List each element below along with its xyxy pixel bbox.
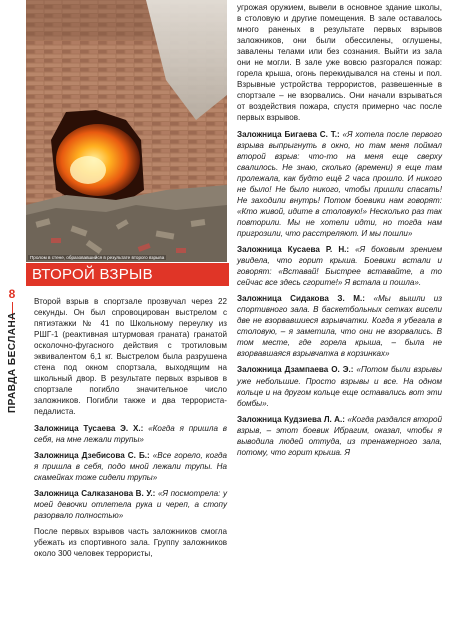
testimony	[237, 414, 442, 458]
witness-quote: «Все горело, когда я пришла в себя, подо мной лежали трупы. На скамейках тоже сидели трупы»	[34, 450, 228, 482]
paragraph: угрожая оружием, вывели в основное здание школы, в столовую и другие помещения. В зале оставалось много раненых в результате первых взрывов заложников, они были обессилены, оглушены, завалены телами или без сознания. Выйти из зала они не могли. В зале уже вовсю разгорался пожар: горела крыша, огонь перекидывался на стены и пол. Взрывные устройства террористов, развешенные в спортзале – не взорвались. Они начали взрываться от воздействия пожара, спустя примерно час после первых взрывов.	[237, 3, 442, 123]
witness-name: Заложница Дзебисова С. Б.:	[34, 450, 150, 460]
witness-name: Заложница Кудзиева Л. А.:	[237, 414, 345, 424]
testimony	[237, 293, 442, 359]
witness-quote: «Когда я пришла в себя, на мне лежали трупы»	[34, 423, 227, 444]
testimony	[34, 423, 227, 445]
paragraph: Второй взрыв в спортзале прозвучал через 22 секунды. Он был спровоцирован выстрелом с пятиэтажки № 41 по Школьному переулку из РШГ-1 (реактивная штурмовая граната) гранатой осколочно-фугасного действия с тротиловым эквивалентом 6,1 кг. Выстрелом была разрушена стена под окном спортзала, выходящим на школьный двор. В результате первых взрывов в спортзале погибло значительное число заложников. Погибли также и два террориста-педалиста.	[34, 297, 227, 417]
sidebar	[0, 286, 26, 624]
testimony	[237, 364, 442, 408]
paragraph: После первых взрывов часть заложников смогла убежать из спортивного зала. Группу заложников около 300 человек террористы,	[34, 526, 227, 558]
page-number: 8	[8, 287, 16, 301]
witness-quote: «Мы вышли из спортивного зала. В баскетбольных сетках висели две не взорвавшиеся взрывчатки. Когда я убегала в столовую, – я заметила, что они не взорвались. В том месте, где горела крыша, – была не взорвавшаяся взрывчатка в корзинках»	[237, 294, 442, 359]
testimony	[34, 488, 227, 521]
photo-caption: Пролом в стене, образовавшийся в результате второго взрыва	[30, 255, 165, 260]
text-column-right	[237, 2, 442, 463]
testimony	[237, 129, 442, 239]
witness-name: Заложница Дзампаева О. Э.:	[237, 365, 354, 375]
witness-quote: «Я посмотрела: у моей девочки отлетела рука и череп, а стопу разорвало полностью»	[34, 488, 227, 520]
witness-quote: «Когда раздался второй взрыв, – этот боевик Ибрагим, оказал, чтобы я выводила людей оттуда, из тренажерного зала, потому, что горит крыша. Я	[237, 414, 442, 457]
testimony	[34, 450, 227, 483]
witness-quote: «Я хотела после первого взрыва выпрыгнуть в окно, но там меня поймал второй взрыв: что-то на меня еще сверху свалилось. Не знаю, сколько (времени) я еще там пролежала, как будто ещё 2 часа прошло. И никого не было! Не было никого, чтобы пришли спасать! Не заходили внутрь! Потом боевики нам говорят: «Кто живой, идите в столовую!» Несколько раз так повторили. Мы не хотели идти, но тогда нам пригрозили, что расстреляют. И мы пошли»	[237, 129, 442, 238]
witness-name: Заложница Бигаева С. Т.:	[237, 129, 340, 139]
brick-wall-fire-image	[26, 0, 227, 262]
witness-name: Заложница Сидакова З. М.:	[237, 294, 365, 304]
section-title-bar	[26, 263, 229, 286]
witness-name: Заложница Тусаева Э. Х.:	[34, 423, 144, 433]
vertical-publication-title: ПРАВДА БЕСЛАНА	[7, 312, 18, 413]
text-column-left	[34, 296, 227, 564]
witness-name: Заложница Салказанова В. У.:	[34, 488, 156, 498]
witness-quote: «Потом были взрывы уже небольшие. Просто взрывы и все. На одном кольце и на другом кольце еще оставались вот эти бомбы».	[237, 365, 442, 408]
section-title: ВТОРОЙ ВЗРЫВ	[32, 266, 153, 283]
witness-name: Заложница Кусаева Р. Н.:	[237, 244, 350, 254]
testimony	[237, 244, 442, 288]
explosion-photo	[26, 0, 227, 262]
witness-quote: «Я боковым зрением увидела, что горит крыша. Боевики встали и говорят: «Вставай! Быстрее вставайте, а то сейчас все здесь сгорите!» Я встала и пошла».	[237, 244, 442, 288]
